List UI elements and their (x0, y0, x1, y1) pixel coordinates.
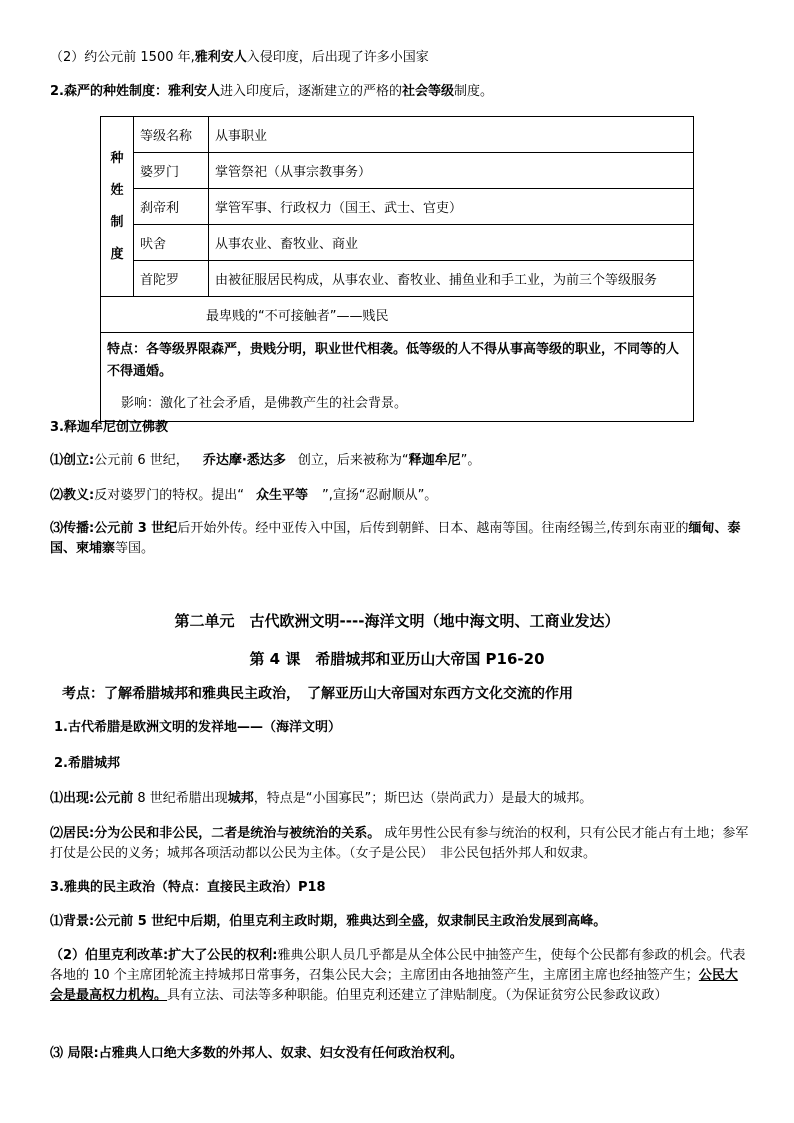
text: 公元前 6 世纪， (94, 453, 189, 468)
caste-name: 刹帝利 (134, 189, 209, 225)
bold-text: 分为公民和非公民，二者是统治与被统治的关系。 (94, 826, 381, 841)
text: ”,宣扬“忍耐顺从”。 (321, 488, 438, 503)
table-row (101, 333, 694, 422)
caste-name: 首陀罗 (134, 261, 209, 297)
side-char: 姓 (110, 182, 124, 198)
s2-bold1: 雅利安人 (167, 84, 220, 99)
table-row (101, 225, 694, 261)
label: ⑴出现: (50, 791, 95, 806)
text: 8 世纪希腊出现 (133, 791, 228, 806)
bold-text: 释迦牟尼 (408, 453, 461, 468)
intro-line (50, 48, 429, 68)
label: ⑵居民: (50, 826, 95, 841)
header-job: 从事职业 (209, 117, 694, 153)
s2-heading-text: 2.森严的种姓制度： (50, 84, 168, 99)
table-side-label (101, 117, 134, 297)
side-char: 种 (110, 150, 124, 166)
table-row (101, 153, 694, 189)
bold-text: 公元前 5 世纪中后期，伯里克利主政时期，雅典达到全盛，奴隶制民主政治发展到高峰。 (94, 914, 607, 929)
text: 等国。 (115, 541, 155, 556)
g3-p1 (50, 912, 606, 932)
label: ⑵教义: (50, 488, 95, 503)
bold-text: 乔达摩·悉达多 (202, 453, 286, 468)
text: 具有立法、司法等多种职能。伯里克利还建立了津贴制度。（为保证贫穷公民参政议政） (167, 988, 668, 1003)
text: 创立，后来被称为“ (297, 453, 409, 468)
bold-text: 缅甸、泰国、柬埔寨 (50, 521, 741, 556)
text: 成年男性公民有参与统治的权利，只有公民才能占有土地；参军打仗是公民的义务；城邦各项活动都以公民为主体。（女子是公民） 非公民包括外邦人和奴隶。 (50, 826, 749, 861)
bold-text: 城邦 (227, 791, 254, 806)
header-name: 等级名称 (134, 117, 209, 153)
underlined-text: 公民大会是最高权力机构。 (50, 968, 738, 1003)
label: ⑶ 局限: (50, 1046, 99, 1061)
intro-suffix: 入侵印度，后出现了许多小国家 (246, 50, 429, 65)
caste-table (100, 116, 694, 422)
s2-suffix: 制度。 (454, 84, 494, 99)
s3-p2 (50, 486, 437, 506)
label: ⑶传播: (50, 521, 95, 536)
g3-p3 (50, 1044, 463, 1064)
section-3-heading: 3.释迦牟尼创立佛教 (50, 420, 168, 435)
caste-name: 吠舍 (134, 225, 209, 261)
g2-p2 (50, 824, 750, 864)
g2-heading: 2.希腊城邦 (54, 756, 120, 771)
text: ”。 (460, 453, 481, 468)
bold-text: 公元前 (94, 791, 134, 806)
impact-text: 影响：激化了社会矛盾，是佛教产生的社会背景。 (121, 396, 408, 411)
s2-mid: 进入印度后，逐渐建立的严格的 (220, 84, 403, 99)
label: （2）伯里克利改革: (50, 948, 169, 963)
g3-heading: 3.雅典的民主政治（特点：直接民主政治）P18 (50, 880, 326, 895)
g3-p2 (50, 946, 750, 1006)
side-char: 制 (110, 214, 124, 230)
feature-text: 特点：各等级界限森严，贵贱分明，职业世代相袭。低等级的人不得从事高等级的职业，不同等的人不得通婚。 (107, 342, 680, 379)
text: ，特点是“小国寡民”；斯巴达（崇尚武力）是最大的城邦。 (253, 791, 593, 806)
unit-title: 第二单元 古代欧洲文明----海洋文明（地中海文明、工商业发达） (174, 612, 620, 630)
lesson-title: 第 4 课 希腊城邦和亚历山大帝国 P16-20 (249, 650, 545, 668)
caste-job: 掌管祭祀（从事宗教事务） (209, 153, 694, 189)
table-row (101, 189, 694, 225)
bold-text: 占雅典人口绝大多数的外邦人、奴隶、妇女没有任何政治权利。 (98, 1046, 463, 1061)
table-notes (101, 333, 694, 422)
s2-bold2: 社会等级 (402, 84, 455, 99)
text: 后开始外传。经中亚传入中国，后传到朝鲜、日本、越南等国。往南经锡兰,传到东南亚的 (177, 521, 689, 536)
table-row (101, 261, 694, 297)
g1-heading: 1.古代希腊是欧洲文明的发祥地——（海洋文明） (54, 720, 341, 735)
text: 雅典公职人员几乎都是从全体公民中抽签产生，使每个公民都有参政的机会。代表各地的 10 个主席团轮流主持城邦日常事务，召集公民大会；主席团由各地抽签产生，主席团主席也经抽签产生； (50, 948, 746, 983)
text: 反对婆罗门的特权。提出“ (94, 488, 244, 503)
s3-p1 (50, 451, 480, 471)
intro-text: （2）约公元前 1500 年, (50, 50, 195, 65)
lowest-caste: 最卑贱的“不可接触者”——贱民 (101, 297, 694, 333)
label: ⑴创立: (50, 453, 95, 468)
g2-p1 (50, 789, 592, 809)
caste-job: 掌管军事、行政权力（国王、武士、官吏） (209, 189, 694, 225)
s3-p3 (50, 519, 750, 559)
caste-job: 由被征服居民构成，从事农业、畜牧业、捕鱼业和手工业，为前三个等级服务 (209, 261, 694, 297)
bold-text: 扩大了公民的权利: (168, 948, 278, 963)
caste-job: 从事农业、畜牧业、商业 (209, 225, 694, 261)
table-row (101, 297, 694, 333)
section-2-heading (50, 82, 493, 102)
bold-text: 众生平等 (255, 488, 308, 503)
label: ⑴背景: (50, 914, 95, 929)
intro-bold: 雅利安人 (194, 50, 247, 65)
side-char: 度 (110, 246, 124, 262)
caste-name: 婆罗门 (134, 153, 209, 189)
bold-text: 公元前 3 世纪 (94, 521, 178, 536)
exam-point: 考点：了解希腊城邦和雅典民主政治， 了解亚历山大帝国对东西方文化交流的作用 (62, 686, 573, 702)
